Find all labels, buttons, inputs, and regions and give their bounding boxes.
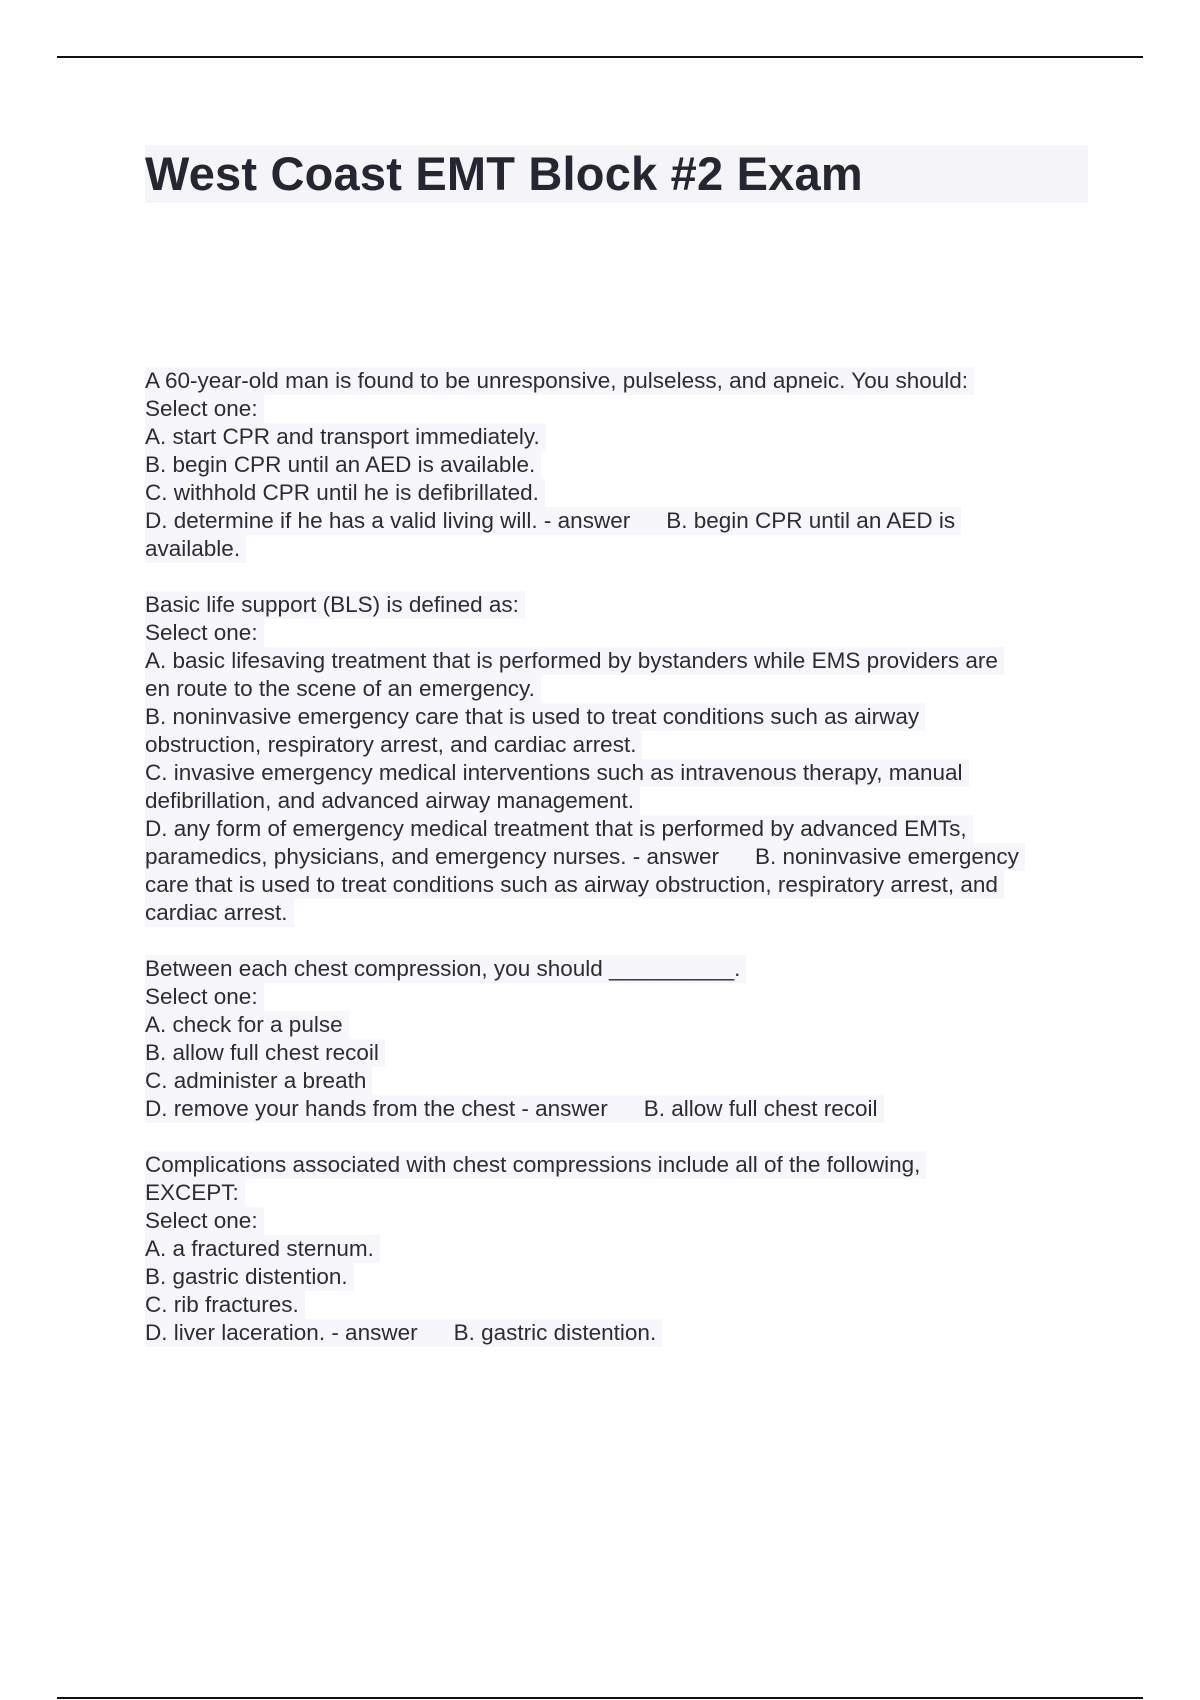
question-1-option-d: D. determine if he has a valid living will. - answer [145,508,631,533]
question-1-answer-continued: available. [145,535,246,563]
question-2-option-c: C. invasive emergency medical interventions such as intravenous therapy, manual [145,759,969,787]
question-2-option-b: B. noninvasive emergency care that is used to treat conditions such as airway [145,703,925,731]
question-1-answer: B. begin CPR until an AED is [666,508,956,533]
question-2-option-c-continued: defibrillation, and advanced airway management. [145,787,640,815]
question-1-select-one: Select one: [145,395,264,423]
question-4-prompt-continued: EXCEPT: [145,1179,245,1207]
question-2-option-d: D. any form of emergency medical treatment that is performed by advanced EMTs, [145,815,973,843]
question-2-option-b-continued: obstruction, respiratory arrest, and cardiac arrest. [145,731,642,759]
question-4-answer: B. gastric distention. [453,1320,657,1345]
question-2-answer: B. noninvasive emergency [755,844,1019,869]
question-3-select-one: Select one: [145,983,264,1011]
question-2-answer-continued-2: cardiac arrest. [145,899,294,927]
question-2-option-d-answer [145,843,1025,871]
question-2-option-a-continued: en route to the scene of an emergency. [145,675,541,703]
top-rule [57,56,1143,58]
question-1-prompt: A 60-year-old man is found to be unresponsive, pulseless, and apneic. You should: [145,367,974,395]
question-3-option-a: A. check for a pulse [145,1011,349,1039]
question-4-option-d-answer [145,1319,662,1347]
question-1 [145,367,1100,563]
question-2-select-one: Select one: [145,619,264,647]
question-2-answer-continued-1: care that is used to treat conditions such as airway obstruction, respiratory arrest, and [145,871,1004,899]
question-3-answer: B. allow full chest recoil [643,1096,878,1121]
question-4-option-c: C. rib fractures. [145,1291,305,1319]
question-4-select-one: Select one: [145,1207,264,1235]
question-3-option-d-answer [145,1095,884,1123]
question-3-option-b: B. allow full chest recoil [145,1039,385,1067]
question-4-prompt: Complications associated with chest compressions include all of the following, [145,1151,926,1179]
question-4-option-d: D. liver laceration. - answer [145,1320,418,1345]
question-3-option-d: D. remove your hands from the chest - answer [145,1096,608,1121]
question-list [145,367,1100,1375]
question-1-option-d-answer [145,507,961,535]
bottom-rule [57,1697,1143,1699]
question-2-option-a: A. basic lifesaving treatment that is performed by bystanders while EMS providers are [145,647,1004,675]
question-3-option-c: C. administer a breath [145,1067,372,1095]
question-1-option-c: C. withhold CPR until he is defibrillated. [145,479,545,507]
question-4-option-a: A. a fractured sternum. [145,1235,380,1263]
question-1-option-a: A. start CPR and transport immediately. [145,423,546,451]
question-2-option-d-continued: paramedics, physicians, and emergency nurses. - answer [145,844,720,869]
question-2 [145,591,1100,927]
page-title: West Coast EMT Block #2 Exam [145,147,863,200]
question-4-option-b: B. gastric distention. [145,1263,354,1291]
question-3-prompt: Between each chest compression, you should __________. [145,955,746,983]
question-2-prompt: Basic life support (BLS) is defined as: [145,591,525,619]
question-4 [145,1151,1100,1347]
question-3 [145,955,1100,1123]
question-1-option-b: B. begin CPR until an AED is available. [145,451,541,479]
